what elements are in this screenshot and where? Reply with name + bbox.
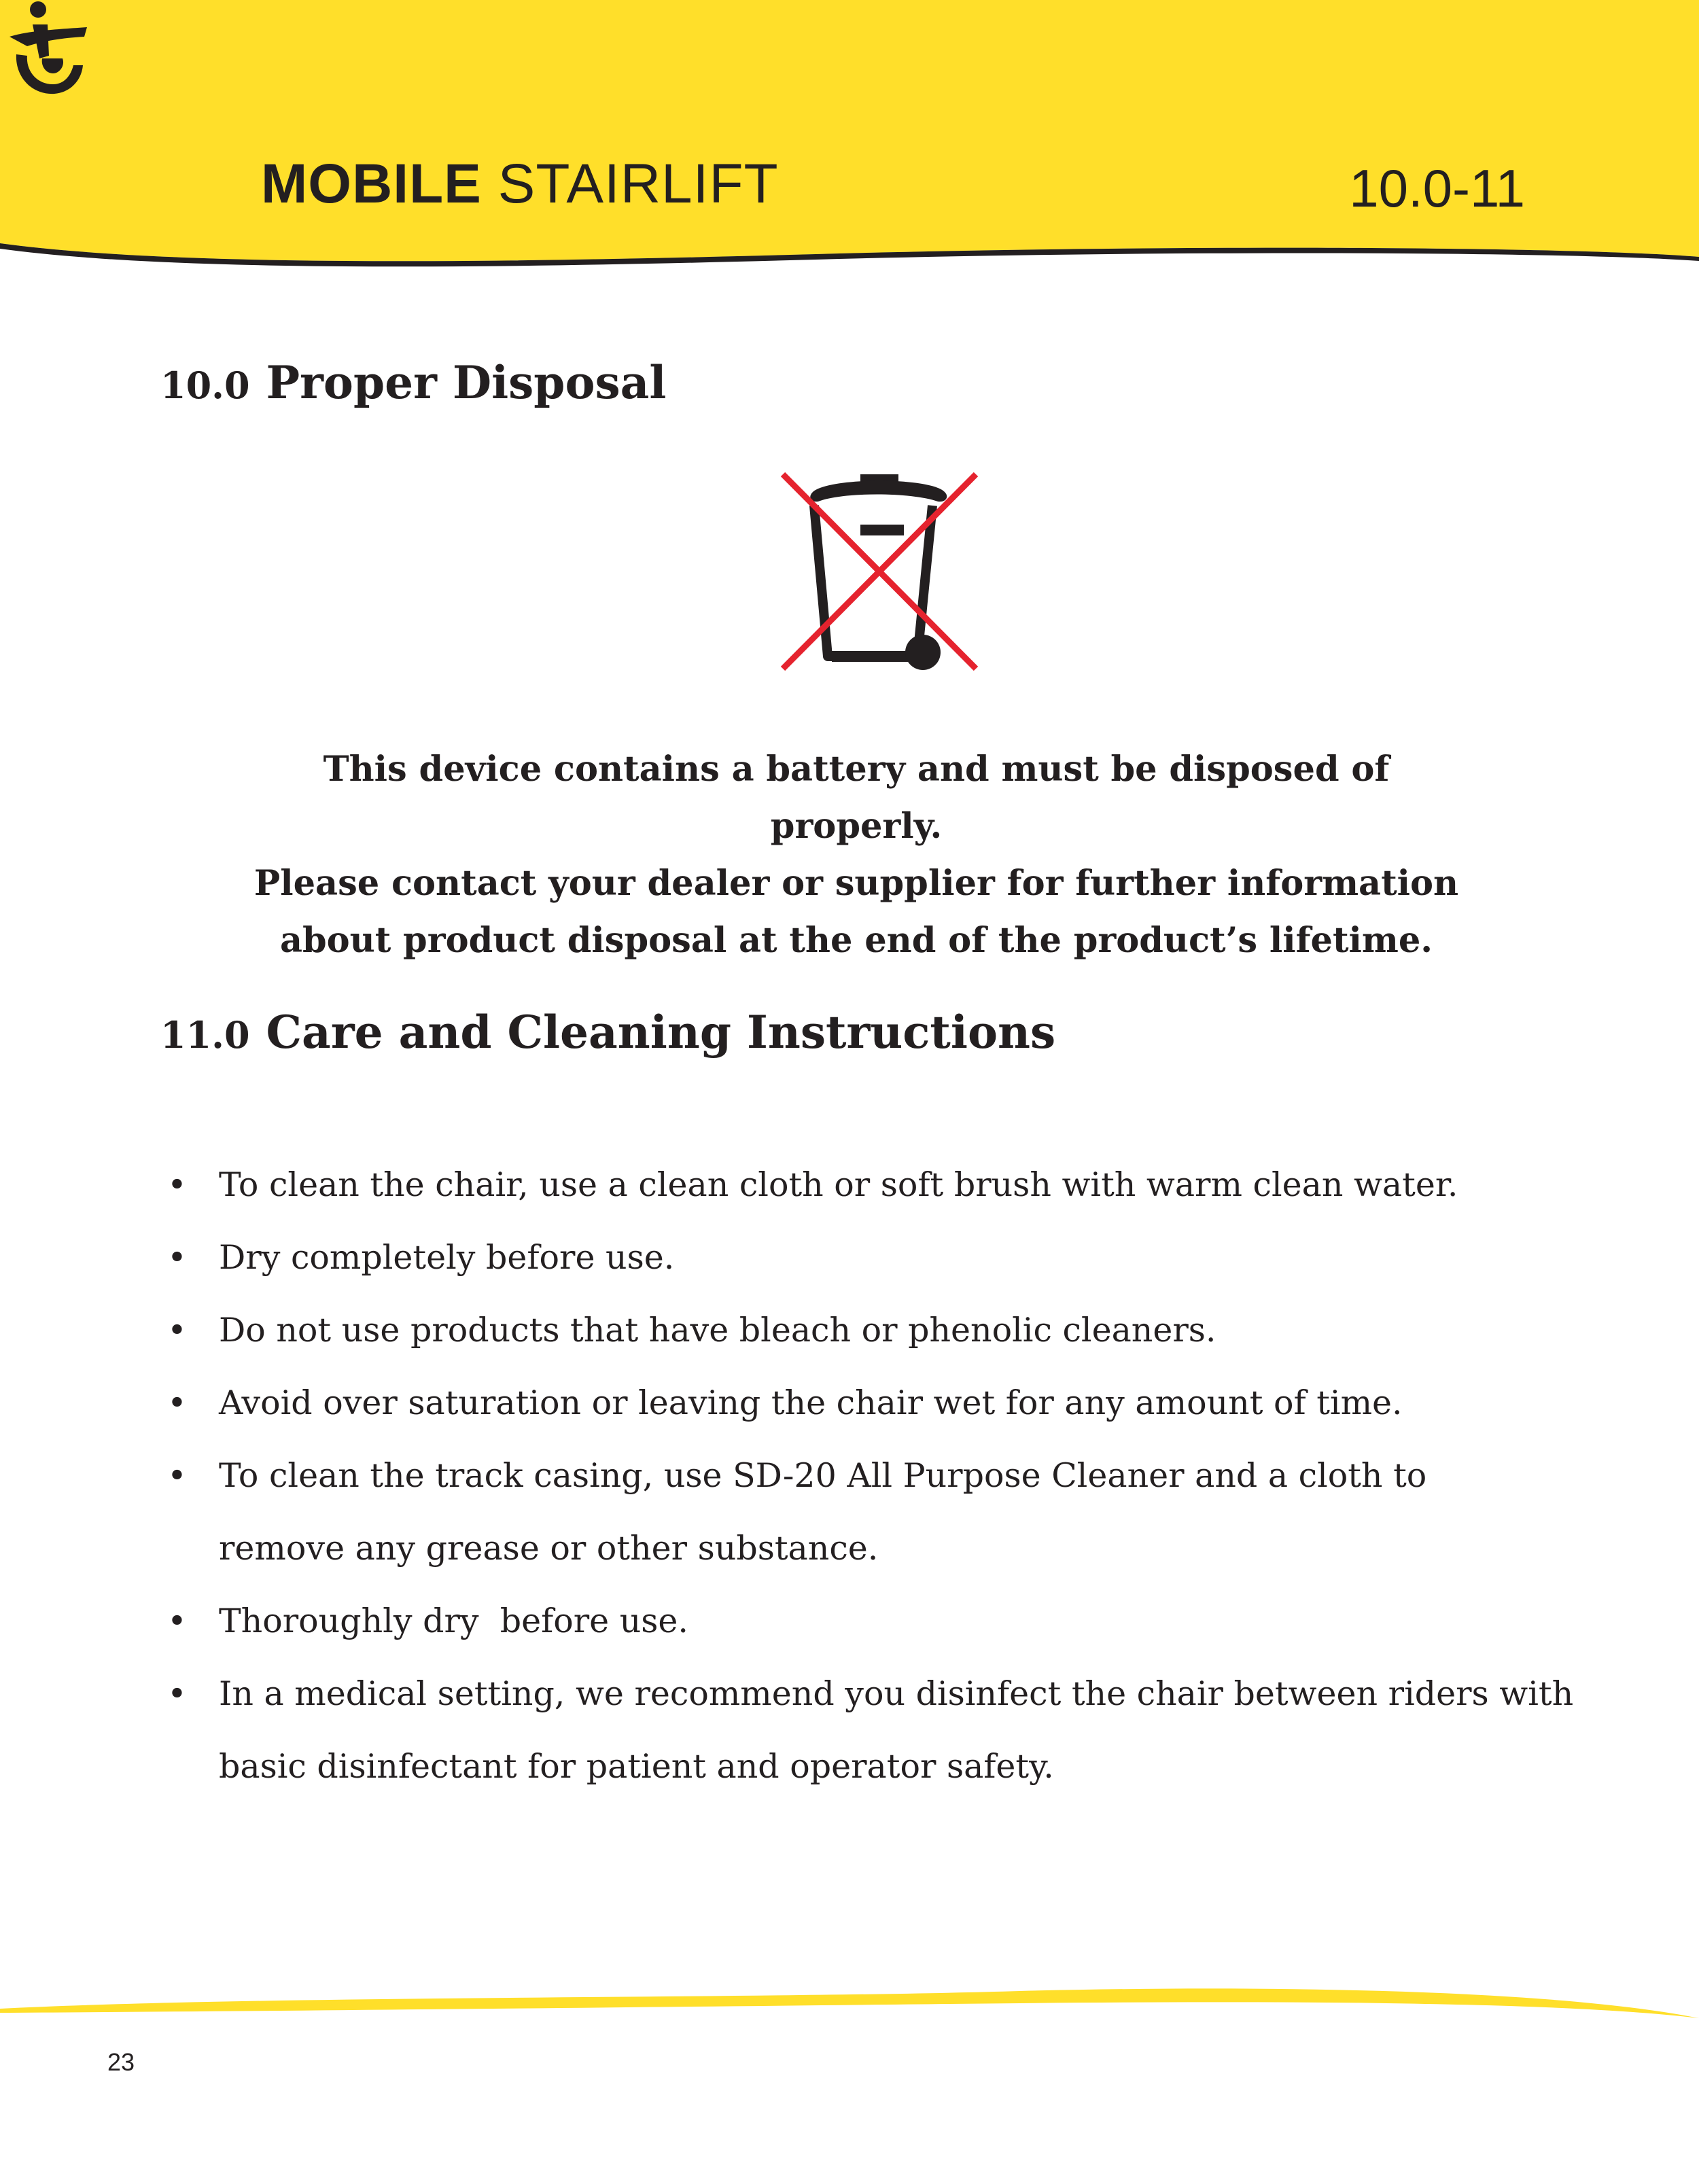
brand-name-bold: MOBILE <box>261 153 482 215</box>
section-code: 10.0-11 <box>1349 158 1525 218</box>
list-item <box>160 1148 1588 1221</box>
list-item-text: Dry completely before use. <box>219 1238 675 1277</box>
list-item-text: Do not use products that have bleach or phenolic cleaners. <box>219 1311 1216 1350</box>
list-item-text: Avoid over saturation or leaving the chair wet for any amount of time. <box>219 1384 1403 1422</box>
bullet-icon: • <box>167 1602 187 1640</box>
list-item <box>160 1294 1588 1367</box>
list-item <box>160 1221 1588 1294</box>
disposal-notice <box>245 741 1468 969</box>
brand-name-light: STAIRLIFT <box>497 153 779 215</box>
section-heading-proper-disposal <box>160 356 666 409</box>
list-item <box>160 1585 1588 1657</box>
bullet-icon: • <box>167 1456 187 1495</box>
section-number: 10.0 <box>160 364 250 407</box>
bullet-icon: • <box>167 1165 187 1204</box>
notice-line: Please contact your dealer or supplier for further information <box>253 863 1459 904</box>
brand-name <box>261 152 779 216</box>
section-number: 11.0 <box>160 1013 250 1057</box>
crossed-out-wheelie-bin-icon <box>775 468 985 681</box>
list-item-text: To clean the chair, use a clean cloth or soft brush with warm clean water. <box>219 1165 1458 1204</box>
list-item <box>160 1439 1588 1585</box>
section-heading-care-and-cleaning <box>160 1006 1055 1059</box>
page-number: 23 <box>107 2048 135 2076</box>
bullet-icon: • <box>167 1384 187 1422</box>
bullet-icon: • <box>167 1674 187 1713</box>
list-item <box>160 1657 1588 1803</box>
list-item-text: Thoroughly dry before use. <box>219 1602 688 1640</box>
footer-yellow-swoosh <box>0 1971 1699 2039</box>
notice-line: This device contains a battery and must be disposed of properly. <box>323 749 1390 847</box>
section-title: Proper Disposal <box>266 356 667 409</box>
header-yellow-wave <box>0 0 1699 285</box>
header-band <box>0 0 1699 285</box>
bullet-icon: • <box>167 1238 187 1277</box>
section-title: Care and Cleaning Instructions <box>266 1006 1056 1059</box>
list-item <box>160 1367 1588 1439</box>
care-instructions-list <box>160 1148 1588 1803</box>
list-item-text: To clean the track casing, use SD-20 All Purpose Cleaner and a cloth to remove any grease or other substance. <box>219 1456 1427 1568</box>
notice-line: about product disposal at the end of the product’s lifetime. <box>279 920 1433 961</box>
mobile-stairlift-logo-icon <box>0 0 95 102</box>
bullet-icon: • <box>167 1311 187 1350</box>
list-item-text: In a medical setting, we recommend you disinfect the chair between riders with basic disinfectant for patient and operator safety. <box>219 1674 1574 1786</box>
